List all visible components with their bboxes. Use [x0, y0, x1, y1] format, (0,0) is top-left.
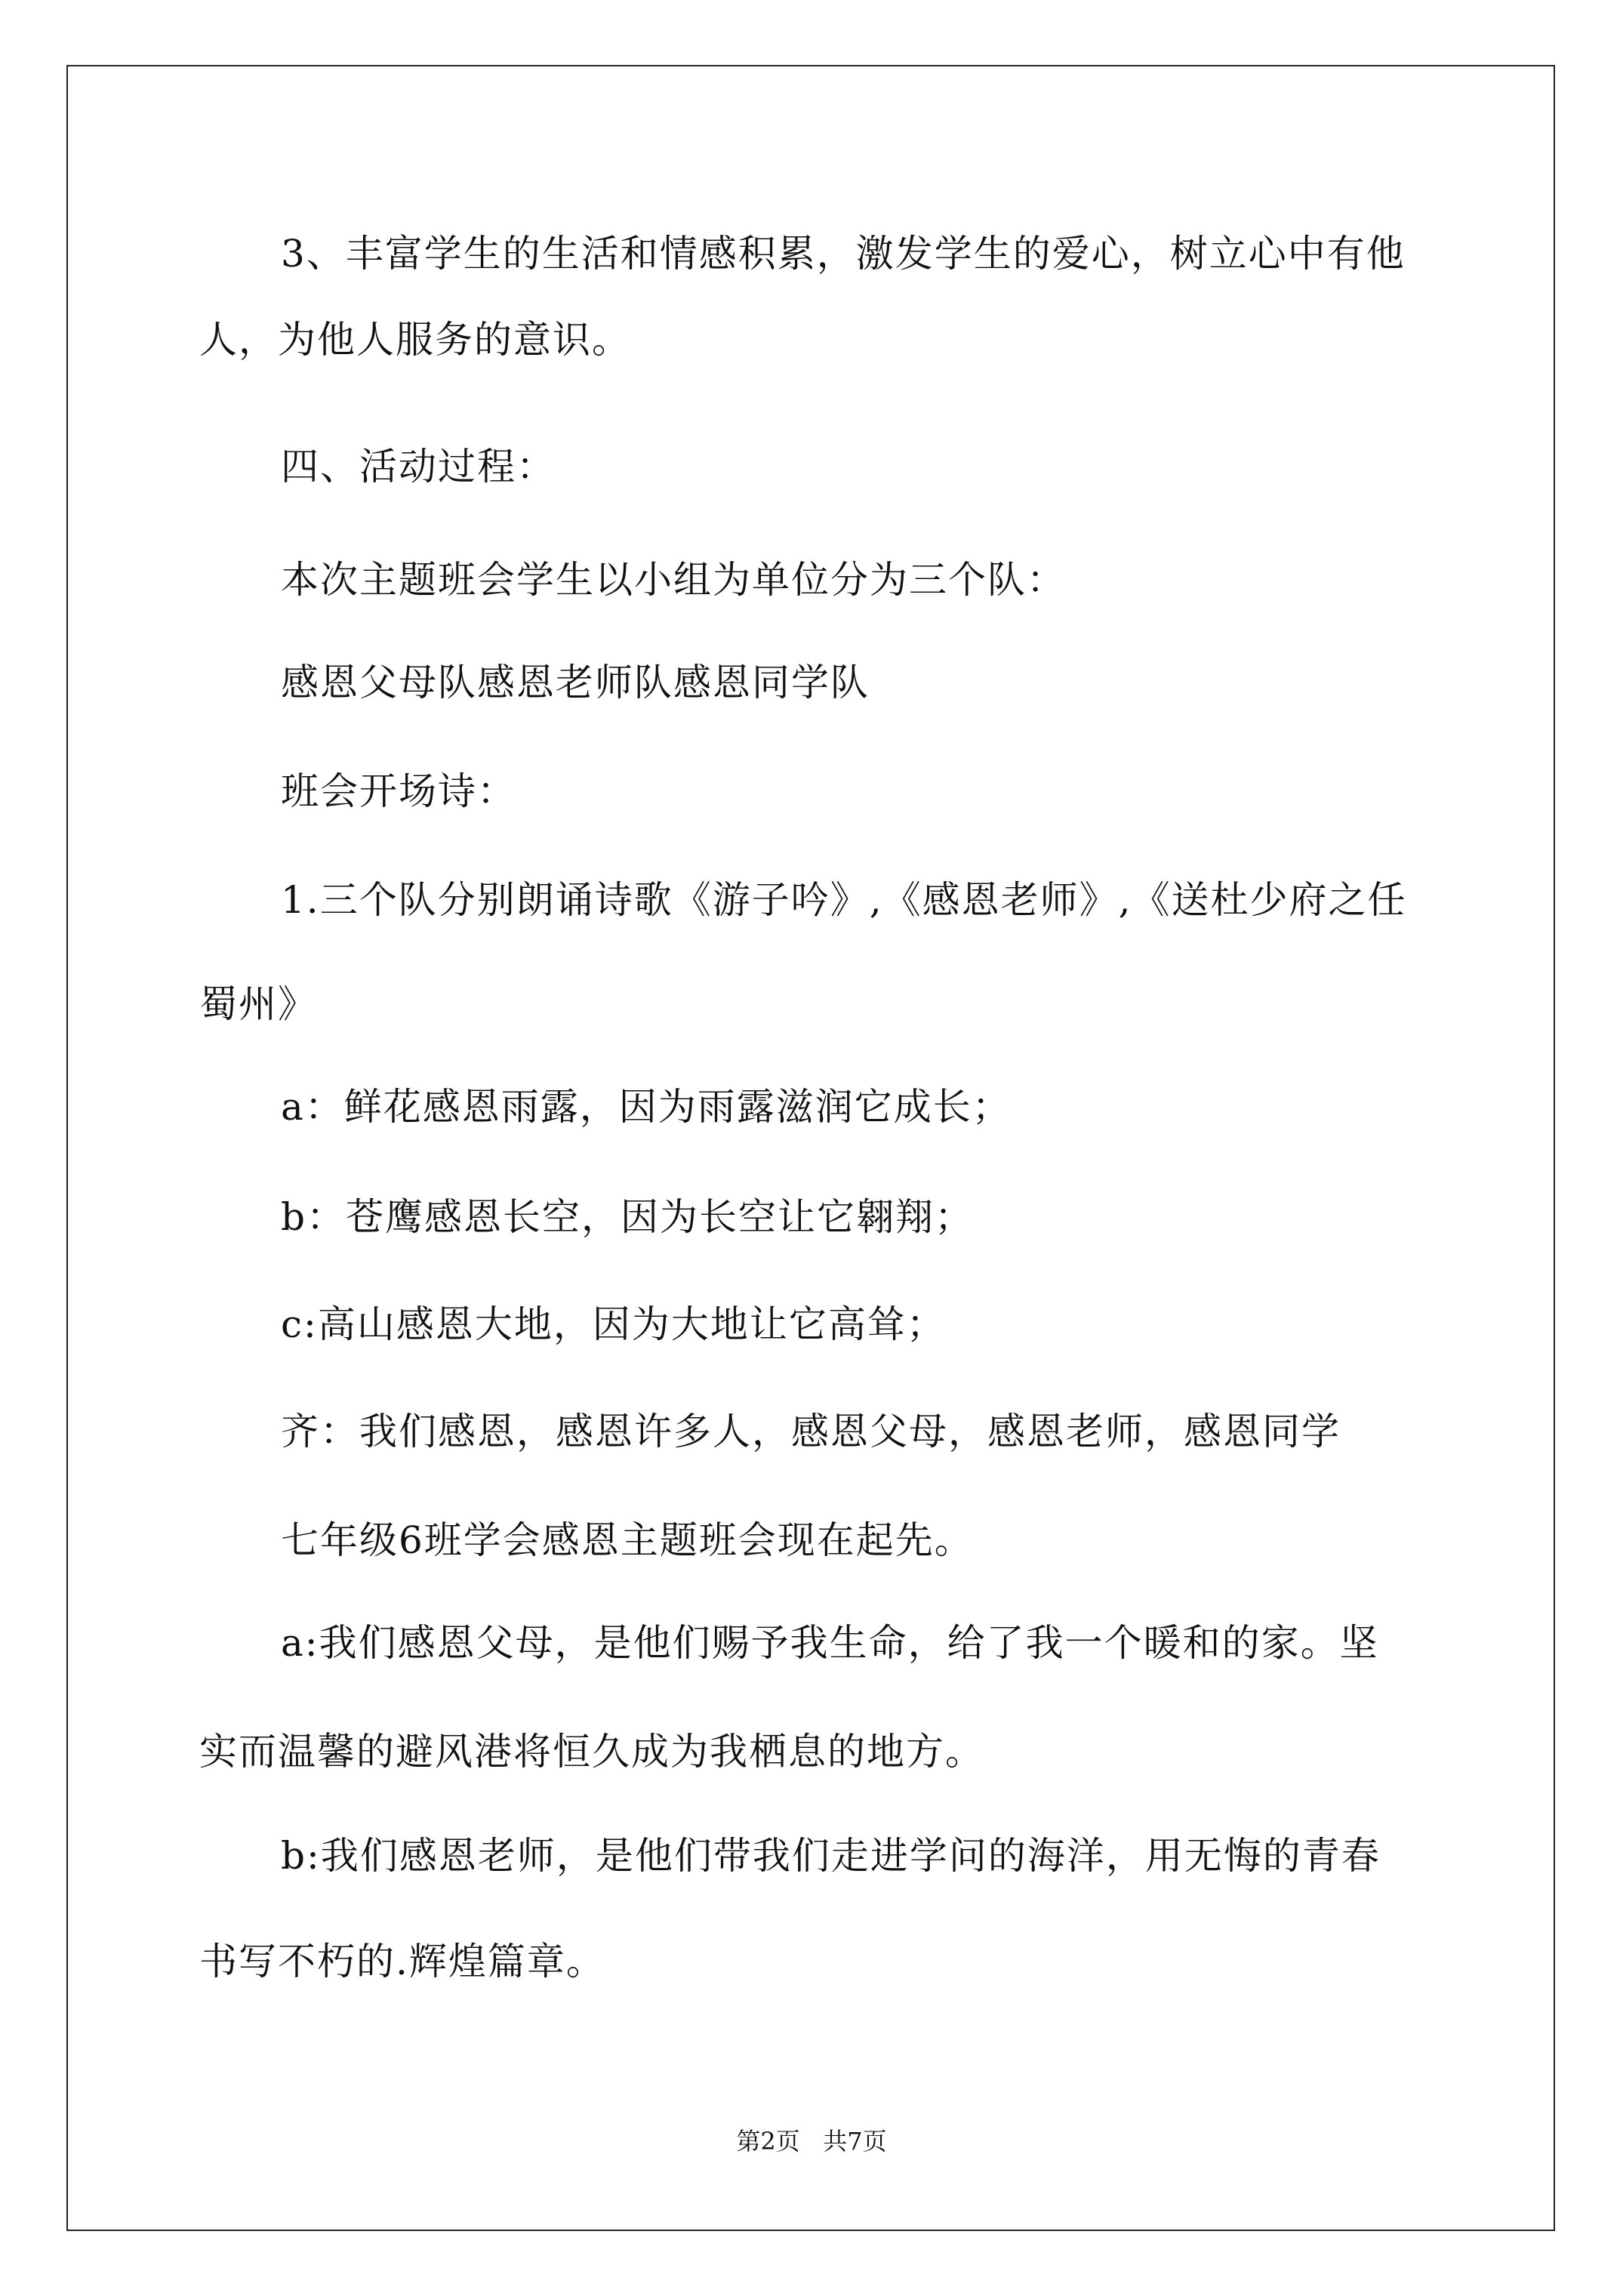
- paragraph-line: a:我们感恩父母，是他们赐予我生命，给了我一个暖和的家。坚: [281, 1621, 1379, 1665]
- paragraph-line: 人，为他人服务的意识。: [199, 318, 631, 362]
- paragraph-line: 班会开场诗：: [281, 769, 516, 813]
- paragraph-line: 齐：我们感恩，感恩许多人，感恩父母，感恩老师，感恩同学: [281, 1410, 1341, 1453]
- section-heading: 四、活动过程：: [281, 445, 556, 488]
- paragraph-line: 3、丰富学生的生活和情感积累，激发学生的爱心，树立心中有他: [281, 232, 1406, 276]
- paragraph-line: 1.三个队分别朗诵诗歌《游子吟》,《感恩老师》,《送杜少府之任: [281, 878, 1407, 922]
- paragraph-line: c:高山感恩大地，因为大地让它高耸；: [281, 1302, 946, 1346]
- paragraph-line: 感恩父母队感恩老师队感恩同学队: [281, 661, 870, 704]
- paragraph-line: 实而温馨的避风港将恒久成为我栖息的地方。: [199, 1730, 984, 1774]
- page-border: [66, 65, 1555, 2231]
- paragraph-line: 蜀州》: [199, 982, 317, 1026]
- paragraph-line: 书写不朽的.辉煌篇章。: [199, 1940, 605, 1983]
- paragraph-line: 本次主题班会学生以小组为单位分为三个队：: [281, 558, 1066, 602]
- page-number-footer: 第2页 共7页: [736, 2127, 887, 2156]
- paragraph-line: a：鲜花感恩雨露，因为雨露滋润它成长；: [281, 1085, 1012, 1129]
- paragraph-line: 七年级6班学会感恩主题班会现在起先。: [281, 1518, 974, 1562]
- paragraph-line: b：苍鹰感恩长空，因为长空让它翱翔；: [281, 1195, 975, 1239]
- paragraph-line: b:我们感恩老师，是他们带我们走进学问的海洋，用无悔的青春: [281, 1834, 1381, 1878]
